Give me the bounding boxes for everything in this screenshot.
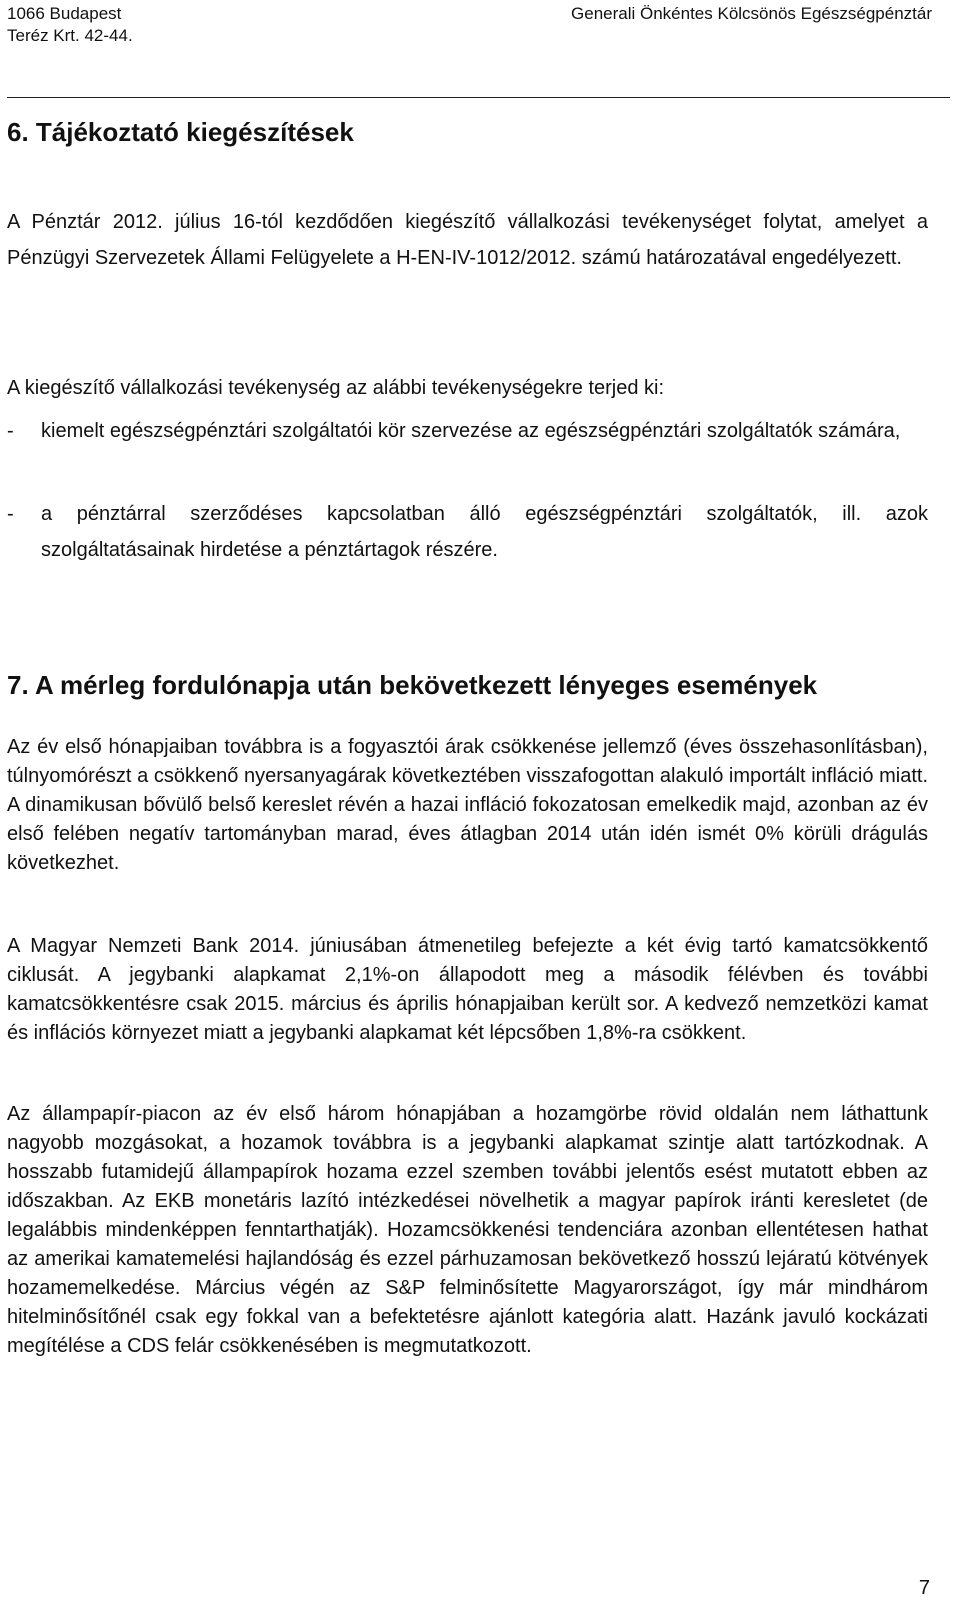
section-7-paragraph-2: A Magyar Nemzeti Bank 2014. júniusában átmenetileg befejezte a két évig tartó kamatcsökkentő ciklusát. A jegybanki alapkamat 2,1%-on állapodott meg a második félévben és további kamatcsökkentésre csak 2015. március és április hónapjaiban került sor. A kedvező nemzetközi kamat és inflációs környezet miatt a jegybanki alapkamat két lépcsőben 1,8%-ra csökkent.: [7, 935, 928, 1044]
header-address: [7, 3, 133, 47]
section-6-title: 6. Tájékoztató kiegészítések: [7, 117, 354, 147]
list-item-text: a pénztárral szerződéses kapcsolatban álló egészségpénztári szolgáltatók, ill. azok szolgáltatásainak hirdetése a pénztártagok részére.: [41, 503, 928, 561]
list-item-text: kiemelt egészségpénztári szolgáltatói kör szervezése az egészségpénztári szolgáltatók számára,: [41, 420, 901, 442]
section-6-paragraph-2: A kiegészítő vállalkozási tevékenység az alábbi tevékenységekre terjed ki:: [7, 377, 665, 399]
section-6-paragraph-1: A Pénztár 2012. július 16-tól kezdődően kiegészítő vállalkozási tevékenységet folytat, amelyet a Pénzügyi Szervezetek Állami Felügyelete a H-EN-IV-1012/2012. számú határozatával engedélyezett.: [7, 211, 928, 269]
list-bullet: -: [7, 503, 14, 525]
header-divider: [7, 97, 950, 98]
list-item: [7, 413, 928, 449]
header-address-line1: 1066 Budapest: [7, 4, 122, 23]
list-bullet: -: [7, 420, 14, 442]
header-address-line2: Teréz Krt. 42-44.: [7, 26, 133, 45]
section-7-title: 7. A mérleg fordulónapja után bekövetkezett lényeges események: [7, 670, 818, 700]
header-organization: Generali Önkéntes Kölcsönös Egészségpénztár: [571, 4, 932, 23]
list-item: [7, 496, 928, 568]
page-number: 7: [918, 1577, 930, 1599]
section-7-paragraph-3: Az állampapír-piacon az év első három hónapjában a hozamgörbe rövid oldalán nem láthattunk nagyobb mozgásokat, a hozamok továbbra is a jegybanki alapkamat szintje alatt tartózkodnak. A hosszabb futamidejű állampapírok hozama ezzel szemben további jelentős esést mutatott ebben az időszakban. Az EKB monetáris lazító intézkedései növelhetik a magyar papírok iránti keresletet (de legalábbis mindenképpen fenntarthatják). Hozamcsökkenési tendenciára azonban ellentétesen hathat az amerikai kamatemelési hajlandóság és ezzel párhuzamosan bekövetkező hosszú lejáratú kötvények hozamemelkedése. Március végén az S&P felminősítette Magyarországot, így már mindhárom hitelminősítőnél csak egy fokkal van a befektetésre ajánlott kategória alatt. Hazánk javuló kockázati megítélése a CDS felár csökkenésében is megmutatkozott.: [7, 1103, 928, 1357]
section-7-paragraph-1: Az év első hónapjaiban továbbra is a fogyasztói árak csökkenése jellemző (éves összehasonlításban), túlnyomórészt a csökkenő nyersanyagárak következtében visszafogottan alakuló importált infláció miatt. A dinamikusan bővülő belső kereslet révén a hazai infláció fokozatosan emelkedik majd, azonban az év első felében negatív tartományban marad, éves átlagban 2014 után idén ismét 0% körüli drágulás következhet.: [7, 736, 928, 874]
